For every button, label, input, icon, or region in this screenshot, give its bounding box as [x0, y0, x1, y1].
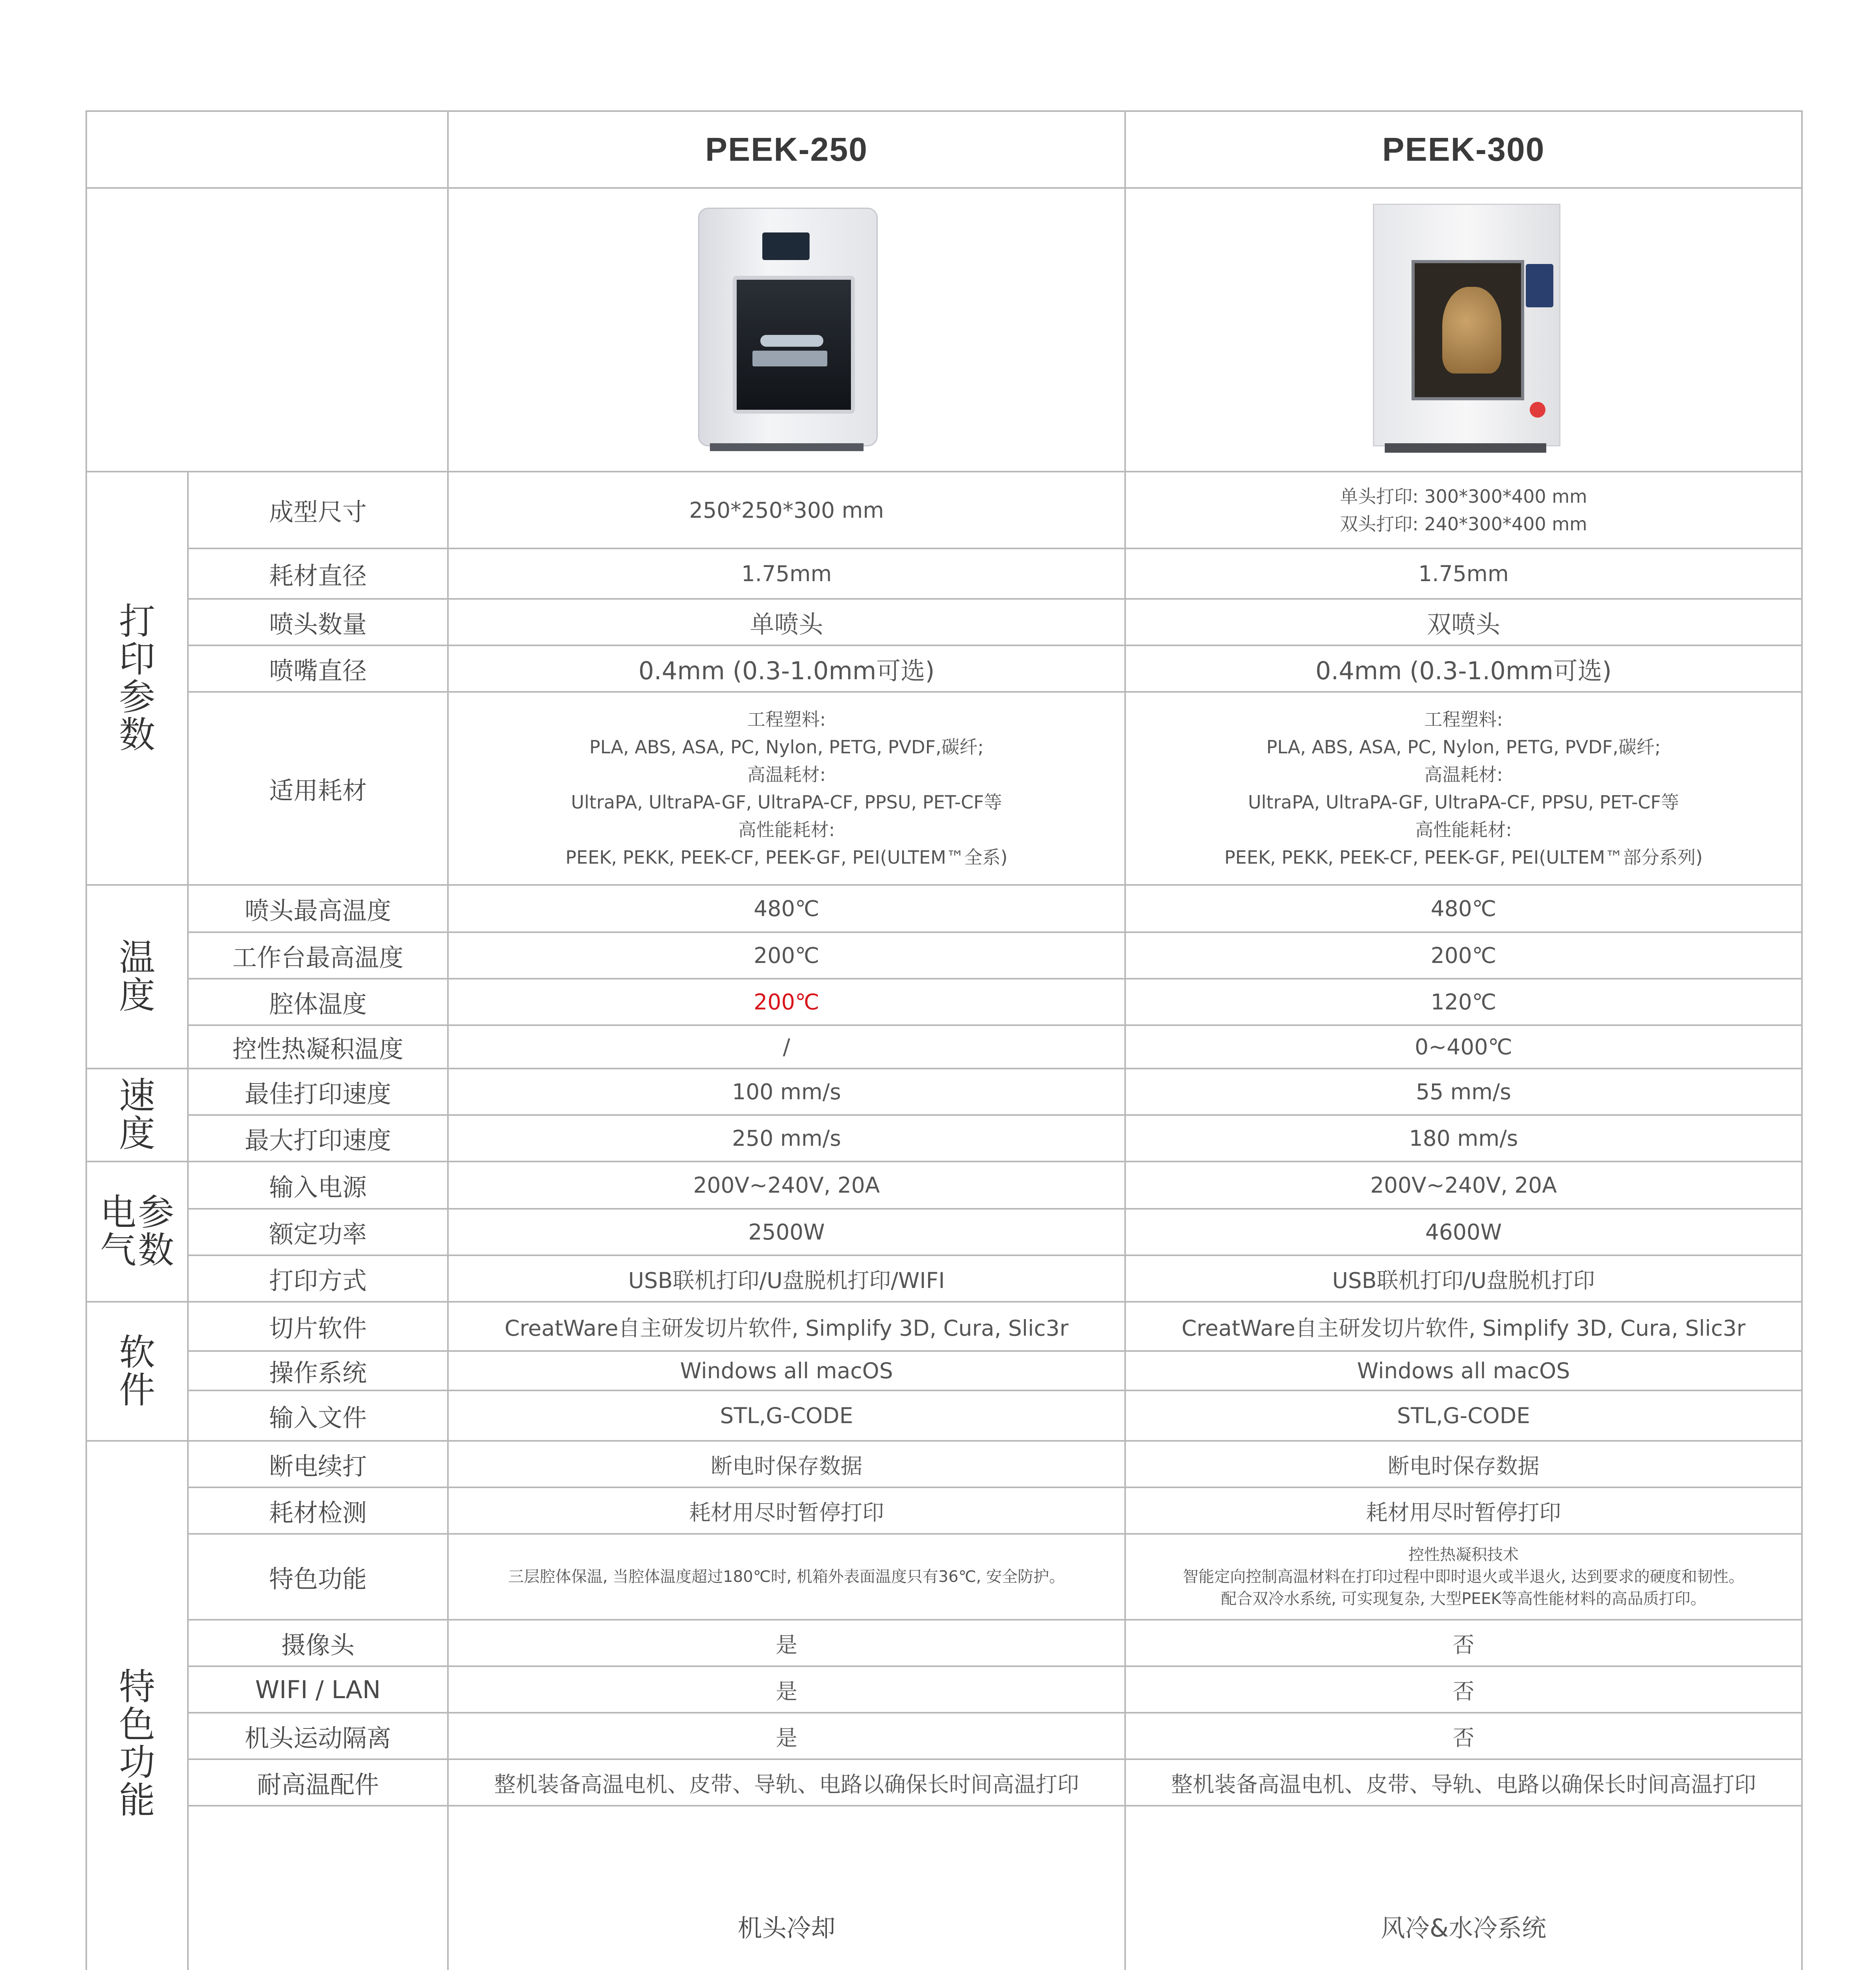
printer-peek-250-image: [694, 208, 879, 452]
row-head-cooling: [86, 1806, 1802, 1970]
value-b: 200℃: [1125, 932, 1802, 979]
param-label: 摄像头: [188, 1620, 448, 1666]
row-nozzle-dia: [86, 645, 1802, 692]
value-a: STL,G-CODE: [448, 1390, 1125, 1441]
row-best-speed: [86, 1069, 1802, 1115]
image-blank: [86, 188, 448, 472]
value-b: 否: [1125, 1620, 1802, 1666]
row-power-input: [86, 1162, 1802, 1209]
category-print-params: 打 印 参 数: [86, 472, 188, 885]
row-materials: [86, 692, 1802, 885]
param-label: 成型尺寸: [188, 472, 448, 548]
value-a: 是: [448, 1620, 1125, 1666]
model-a-name: PEEK-250: [448, 111, 1125, 188]
value-a: 250*250*300 mm: [448, 472, 1125, 548]
category-electrical: 电 气 参 数: [86, 1162, 188, 1302]
param-label: 断电续打: [188, 1441, 448, 1487]
row-special: [86, 1534, 1802, 1620]
param-label: 输入电源: [188, 1162, 448, 1209]
value-a: 是: [448, 1713, 1125, 1759]
row-filament-dia: [86, 548, 1802, 599]
value-b: 480℃: [1125, 885, 1802, 932]
row-build-size: [86, 472, 1802, 548]
value-b: 双喷头: [1125, 599, 1802, 645]
row-filament-detect: [86, 1487, 1802, 1534]
param-label: 喷头最高温度: [188, 885, 448, 932]
spec-table: [85, 110, 1803, 1970]
value-a: /: [448, 1025, 1125, 1069]
value-a: 断电时保存数据: [448, 1441, 1125, 1487]
category-temperature: 温 度: [86, 885, 188, 1069]
row-slicer: [86, 1302, 1802, 1351]
value-b: 断电时保存数据: [1125, 1441, 1802, 1487]
value-a: 480℃: [448, 885, 1125, 932]
param-label: 操作系统: [188, 1351, 448, 1390]
row-max-speed: [86, 1115, 1802, 1162]
row-isolation: [86, 1713, 1802, 1759]
value-a: 是: [448, 1666, 1125, 1713]
value-a: Windows all macOS: [448, 1351, 1125, 1390]
value-b: 控性热凝积技术 智能定向控制高温材料在打印过程中即时退火或半退火, 达到要求的硬度和韧性。 配合双冷水系统, 可实现复杂, 大型PEEK等高性能材料的高品质打印。: [1125, 1534, 1802, 1620]
param-label: 最大打印速度: [188, 1115, 448, 1162]
param-label: 喷嘴直径: [188, 645, 448, 692]
param-label: 额定功率: [188, 1209, 448, 1255]
param-label: 腔体温度: [188, 979, 448, 1025]
value-b: 180 mm/s: [1125, 1115, 1802, 1162]
printer-peek-300-image: [1361, 204, 1566, 456]
value-b: 否: [1125, 1666, 1802, 1713]
value-b: USB联机打印/U盘脱机打印: [1125, 1255, 1802, 1302]
row-rated-power: [86, 1209, 1802, 1255]
value-b: 0.4mm (0.3-1.0mm可选): [1125, 645, 1802, 692]
value-b: 单头打印: 300*300*400 mm 双头打印: 240*300*400 mm: [1125, 472, 1802, 548]
value-b: 4600W: [1125, 1209, 1802, 1255]
row-wifi: [86, 1666, 1802, 1713]
param-label: 机头运动隔离: [188, 1713, 448, 1759]
value-a: 200℃: [448, 932, 1125, 979]
model-a-image-cell: [448, 188, 1125, 472]
value-b: 1.75mm: [1125, 548, 1802, 599]
image-row: [86, 188, 1802, 472]
row-chamber-temp: [86, 979, 1802, 1025]
row-resume: [86, 1441, 1802, 1487]
param-label: 喷头数量: [188, 599, 448, 645]
value-b: CreatWare自主研发切片软件, Simplify 3D, Cura, Slic3r: [1125, 1302, 1802, 1351]
value-a: 200V~240V, 20A: [448, 1162, 1125, 1209]
value-b: 55 mm/s: [1125, 1069, 1802, 1115]
param-label: 打印方式: [188, 1255, 448, 1302]
param-label: 耗材检测: [188, 1487, 448, 1534]
value-a: 1.75mm: [448, 548, 1125, 599]
value-b: 200V~240V, 20A: [1125, 1162, 1802, 1209]
param-label: 机头冷却: [448, 1806, 1125, 1970]
value-b: 否: [1125, 1713, 1802, 1759]
header-row: [86, 111, 1802, 188]
category-features: 特 色 功 能: [86, 1441, 188, 1970]
value-a: 三层腔体保温, 当腔体温度超过180℃时, 机箱外表面温度只有36℃, 安全防护。: [448, 1534, 1125, 1620]
param-label: 耐高温配件: [188, 1759, 448, 1806]
value-b: 120℃: [1125, 979, 1802, 1025]
value-a: CreatWare自主研发切片软件, Simplify 3D, Cura, Slic3r: [448, 1302, 1125, 1351]
value-b: 整机装备高温电机、皮带、导轨、电路以确保长时间高温打印: [1125, 1759, 1802, 1806]
param-label: 最佳打印速度: [188, 1069, 448, 1115]
param-label: WIFI / LAN: [188, 1666, 448, 1713]
value-b: 0~400℃: [1125, 1025, 1802, 1069]
param-label: 耗材直径: [188, 548, 448, 599]
header-blank: [86, 111, 448, 188]
value-a: 100 mm/s: [448, 1069, 1125, 1115]
row-bed-max-temp: [86, 932, 1802, 979]
param-label: 特色功能: [188, 1534, 448, 1620]
row-anneal-temp: [86, 1025, 1802, 1069]
row-print-mode: [86, 1255, 1802, 1302]
value-a: 250 mm/s: [448, 1115, 1125, 1162]
model-b-name: PEEK-300: [1125, 111, 1802, 188]
value-a: 工程塑料: PLA, ABS, ASA, PC, Nylon, PETG, PVDF,碳纤; 高温耗材: UltraPA, UltraPA-GF, UltraPA-CF, PPSU, PET-CF等 高性能耗材: PEEK, PEKK, PEEK-CF, PEEK-GF, PEI(ULTEM™全系): [448, 692, 1125, 885]
value-a: USB联机打印/U盘脱机打印/WIFI: [448, 1255, 1125, 1302]
param-label: 切片软件: [188, 1302, 448, 1351]
row-camera: [86, 1620, 1802, 1666]
value-a: 耗材用尽时暂停打印: [448, 1487, 1125, 1534]
value-a: 200℃: [448, 979, 1125, 1025]
category-speed: 速 度: [86, 1069, 188, 1162]
row-ht-parts: [86, 1759, 1802, 1806]
value-a: 风冷&水冷系统: [1125, 1806, 1802, 1970]
value-b: 耗材用尽时暂停打印: [1125, 1487, 1802, 1534]
value-a: 单喷头: [448, 599, 1125, 645]
param-label: 控性热凝积温度: [188, 1025, 448, 1069]
value-a: 整机装备高温电机、皮带、导轨、电路以确保长时间高温打印: [448, 1759, 1125, 1806]
param-label: 适用耗材: [188, 692, 448, 885]
row-input-file: [86, 1390, 1802, 1441]
value-b: Windows all macOS: [1125, 1351, 1802, 1390]
value-a: 0.4mm (0.3-1.0mm可选): [448, 645, 1125, 692]
value-b: 工程塑料: PLA, ABS, ASA, PC, Nylon, PETG, PVDF,碳纤; 高温耗材: UltraPA, UltraPA-GF, UltraPA-CF, PPSU, PET-CF等 高性能耗材: PEEK, PEKK, PEEK-CF, PEEK-GF, PEI(ULTEM™部分系列): [1125, 692, 1802, 885]
model-b-image-cell: [1125, 188, 1802, 472]
param-label: 工作台最高温度: [188, 932, 448, 979]
param-label: 输入文件: [188, 1390, 448, 1441]
row-nozzle-max-temp: [86, 885, 1802, 932]
category-software: 软 件: [86, 1302, 188, 1441]
value-b: STL,G-CODE: [1125, 1390, 1802, 1441]
row-nozzle-count: [86, 599, 1802, 645]
value-a: 2500W: [448, 1209, 1125, 1255]
row-os: [86, 1351, 1802, 1390]
category-mechanical: [188, 1806, 448, 1970]
